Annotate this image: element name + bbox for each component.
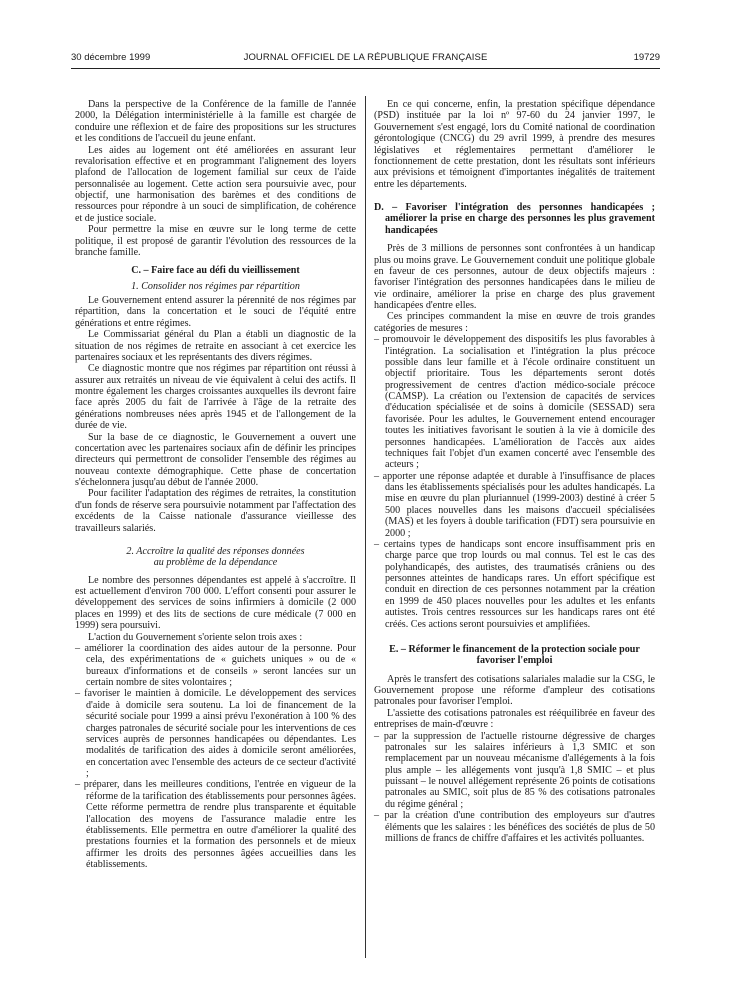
spacer	[75, 534, 356, 540]
left-column	[75, 99, 356, 870]
paragraph: Le Commissariat général du Plan a établi un diagnostic de la situation de nos régimes de retraite en associant à cet exercice les partenaires sociaux et les représentants des divers régimes.	[75, 329, 356, 363]
list-item: – certains types de handicaps sont encore insuffisamment pris en charge parce que trop lourds ou mal connus. Tel est le cas des polyhandicapés, des autistes, des traumatisés crâniens ou des personnes atteintes de handicaps rares. Un effort spécifique est conduit en direction de ces personnes notamment par la création en 1999 de 450 places nouvelles pour les adultes et les enfants autistes. Trois centres ressources sur les handicaps rares ont été créés. Ces actions seront poursuivies et amplifiées.	[374, 538, 655, 630]
paragraph: L'assiette des cotisations patronales est rééquilibrée en faveur des entreprises de main-d'œuvre :	[374, 707, 655, 731]
list-item: – promouvoir le développement des dispositifs les plus favorables à l'intégration. La socialisation et l'intégration la plus précoce possible dans leur famille et à l'école ordinaire constituent un objectif prioritaire. Tous les départements seront dotés progressivement de centres d'action médico-sociale précoce (CAMSP). La création ou l'extension de capacités de services d'éducation spécialisée et de soins à domicile (SESSAD) sera favorisée. Pour les adultes, le Gouvernement entend encourager toutes les initiatives favorisant le soutien à la vie à domicile des personnes handicapées. L'amélioration de l'accès aux aides techniques fait l'objet d'un examen concerté avec l'ensemble des acteurs ;	[374, 334, 655, 471]
paragraph: En ce qui concerne, enfin, la prestation spécifique dépendance (PSD) instituée par la loi nº 97-60 du 24 janvier 1997, le Gouvernement s'est engagé, lors du Comité national de coordination gérontologique (CNCG) du 29 avril 1999, à prendre des mesures législatives et réglementaires permettant d'améliorer le fonctionnement de cette prestation, dont les résultats sont inférieurs aux prévisions et témoignent d'importantes inégalités de traitement entre les départements.	[374, 99, 655, 190]
running-header	[71, 52, 660, 72]
subsection-heading-2-line2: au problème de la dépendance	[153, 557, 278, 569]
section-heading-e: E. – Réformer le financement de la protection sociale pour favoriser l'emploi	[389, 643, 640, 667]
header-date: 30 décembre 1999	[71, 52, 151, 63]
paragraph: Le Gouvernement entend assurer la pérennité de nos régimes par répartition, dans la concertation et le souci de l'équité entre générations et entre régimes.	[75, 295, 356, 329]
list-item: – favoriser le maintien à domicile. Le développement des services d'aide à domicile sera soutenu. La loi de financement de la sécurité sociale pour 1999 a ainsi prévu l'exonération à 100 % des charges patronales de sécurité sociale pour les interventions de ces services auprès de personnes handicapées ou dépendantes. Les modalités de tarification des aides à domicile seront améliorées, en concertation avec l'ensemble des acteurs de ce secteur d'activité ;	[75, 688, 356, 779]
paragraph: Le nombre des personnes dépendantes est appelé à s'accroître. Il est actuellement d'environ 700 000. L'effort consenti pour assurer le développement des services de soins infirmiers à domicile (2 000 places en 1999) et des lits de sections de cure médicale (7 000 en 1999) sera poursuivi.	[75, 574, 356, 632]
paragraph: L'action du Gouvernement s'oriente selon trois axes :	[88, 631, 303, 643]
paragraph: Après le transfert des cotisations salariales maladie sur la CSG, le Gouvernement propose une réforme d'ampleur des cotisations patronales pour favoriser l'emploi.	[374, 673, 655, 708]
right-column	[374, 99, 655, 844]
paragraph: Ce diagnostic montre que nos régimes par répartition ont réussi à assurer aux retraités un niveau de vie équivalent à celui des actifs. Il montre également les charges croissantes auxquelles ils devront faire face après 2005 du fait de l'arrivée à l'âge de la retraite des générations nombreuses nées après 1945 et de l'allongement de la durée de vie.	[75, 363, 356, 432]
list-item: – par la suppression de l'actuelle ristourne dégressive de charges patronales sur les salaires inférieurs à 1,3 SMIC et son remplacement par un nouveau mécanisme d'allégements à la fois plus ample – les allégements vont jusqu'à 1,8 SMIC – et plus puissant – le nouvel allégement représente 26 points de cotisations patronales au SMIC, soit plus de 85 % des cotisations patronales du régime général ;	[374, 730, 655, 810]
subsection-heading-2-line1: 2. Accroître la qualité des réponses données	[126, 545, 305, 557]
paragraph: Pour faciliter l'adaptation des régimes de retraites, la constitution d'un fonds de réserve sera poursuivie notamment par l'affectation des excédents de la Caisse nationale d'assurance vieillesse des travailleurs salariés.	[75, 488, 356, 534]
list-item: – apporter une réponse adaptée et durable à l'insuffisance de places dans les établissements spécialisés pour les adultes handicapés. La mise en œuvre du plan pluriannuel (1999-2003) destiné à créer 5 500 places nouvelles dans les maisons d'accueil spécialisées (MAS) et les foyers à double tarification (FDT) sera poursuivie en 2000 ;	[374, 470, 655, 539]
paragraph: Pour permettre la mise en œuvre sur le long terme de cette politique, il est proposé de garantir l'évolution des ressources de la branche famille.	[75, 224, 356, 258]
paragraph: Les aides au logement ont été améliorées en assurant leur revalorisation effective et en programmant l'alignement des loyers plafond de l'allocation de logement familial sur ceux de l'aide personnalisée au logement. Cette action sera poursuivie avec, pour objectif, une harmonisation des barèmes et des conditions de ressources pour répondre à un souci de simplification, de cohérence et de justice sociale.	[75, 144, 356, 224]
list-item: – améliorer la coordination des aides autour de la personne. Pour cela, des expérimentations de « guichets uniques » ou de « bureaux d'informations et de conseils » seront lancées sur un certain nombre de sites volontaires ;	[75, 642, 356, 688]
column-divider	[365, 96, 366, 958]
header-page-number: 19729	[633, 52, 660, 63]
header-rule	[71, 68, 660, 69]
list-item: – préparer, dans les meilleures conditions, l'entrée en vigueur de la réforme de la tarification des établissements pour personnes âgées. Cette réforme permettra de rendre plus transparente et équitable l'allocation des moyens de l'assurance maladie entre les établissements. Elle permettra en outre d'améliorer la qualité des prestations fournies et la formation des personnels et de mieux affirmer les droits des personnes âgées accueillies dans les établissements.	[75, 779, 356, 870]
section-heading-c: C. – Faire face au défi du vieillissement	[131, 265, 300, 277]
list-item: – par la création d'une contribution des employeurs sur d'autres éléments que les salaires : les bénéfices des sociétés de plus de 50 millions de francs de chiffre d'affaires et les activités polluantes.	[374, 810, 655, 844]
header-title: JOURNAL OFFICIEL DE LA RÉPUBLIQUE FRANÇAISE	[243, 52, 488, 63]
paragraph: Ces principes commandent la mise en œuvre de trois grandes catégories de mesures :	[374, 311, 655, 334]
subsection-heading-1: 1. Consolider nos régimes par répartition	[131, 280, 300, 292]
paragraph: Près de 3 millions de personnes sont confrontées à un handicap plus ou moins grave. Le Gouvernement conduit une politique globale en faveur de ces personnes, autour de deux objectifs majeurs : favoriser l'intégration des personnes handicapées dans le milieu de vie ordinaire, améliorer la prise en charge des plus gravement handicapées d'entre elles.	[374, 243, 655, 311]
paragraph: Dans la perspective de la Conférence de la famille de l'année 2000, la Délégation interministérielle à la famille est chargée de conduire une réflexion et de faire des propositions sur les structures et les conditions de l'accueil du jeune enfant.	[75, 99, 356, 145]
paragraph: Sur la base de ce diagnostic, le Gouvernement a ouvert une concertation avec les partenaires sociaux afin de définir les principes directeurs qui permettront de consolider l'ensemble des régimes au nouveau contexte démographique. Cette phase de concertation s'échelonnera jusqu'au début de l'année 2000.	[75, 431, 356, 488]
section-heading-d: D. – Favoriser l'intégration des personnes handicapées ; améliorer la prise en charge des personnes les plus gravement handicapées	[374, 202, 655, 236]
